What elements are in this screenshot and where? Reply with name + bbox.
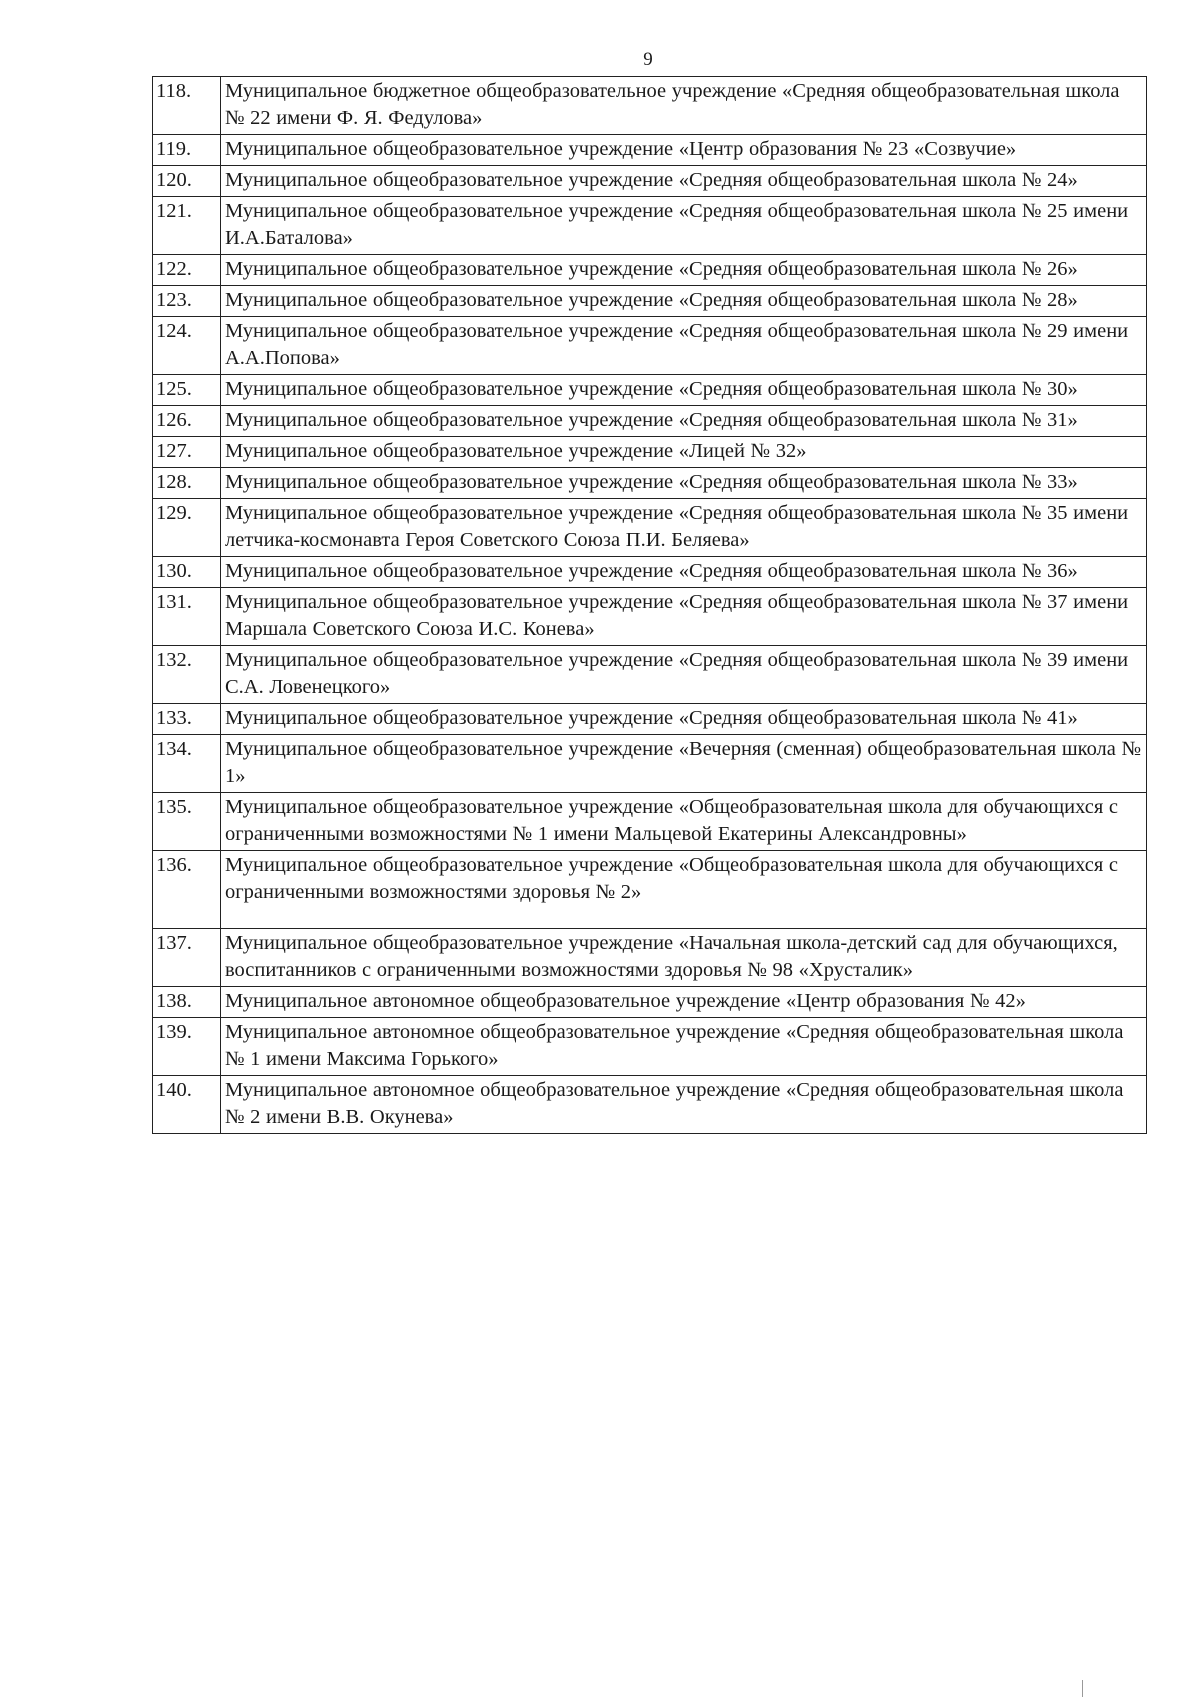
institution-name: Муниципальное общеобразовательное учреждение «Средняя общеобразовательная школа № 35 имени летчика-космонавта Героя Советского Союза П.И. Беляева» xyxy=(221,499,1147,557)
table-row xyxy=(153,735,1147,793)
institutions-table-body xyxy=(153,77,1147,1134)
institution-name: Муниципальное автономное общеобразовательное учреждение «Центр образования № 42» xyxy=(221,987,1147,1018)
table-row xyxy=(153,317,1147,375)
row-number: 135. xyxy=(153,793,221,851)
row-number: 133. xyxy=(153,704,221,735)
row-number: 122. xyxy=(153,255,221,286)
table-row xyxy=(153,704,1147,735)
row-number: 123. xyxy=(153,286,221,317)
institution-name: Муниципальное общеобразовательное учреждение «Средняя общеобразовательная школа № 36» xyxy=(221,557,1147,588)
institution-name: Муниципальное общеобразовательное учреждение «Центр образования № 23 «Созвучие» xyxy=(221,135,1147,166)
table-row xyxy=(153,406,1147,437)
row-number: 140. xyxy=(153,1076,221,1134)
table-row xyxy=(153,499,1147,557)
institution-name: Муниципальное общеобразовательное учреждение «Средняя общеобразовательная школа № 28» xyxy=(221,286,1147,317)
table-row xyxy=(153,166,1147,197)
table-row xyxy=(153,793,1147,851)
row-number: 118. xyxy=(153,77,221,135)
row-number: 132. xyxy=(153,646,221,704)
table-row xyxy=(153,1076,1147,1134)
row-number: 138. xyxy=(153,987,221,1018)
row-number: 119. xyxy=(153,135,221,166)
row-number: 128. xyxy=(153,468,221,499)
page-number: 9 xyxy=(643,49,653,70)
institution-name: Муниципальное общеобразовательное учреждение «Общеобразовательная школа для обучающихся с ограниченными возможностями здоровья № 2» xyxy=(221,851,1147,929)
table-row xyxy=(153,255,1147,286)
row-number: 130. xyxy=(153,557,221,588)
row-number: 121. xyxy=(153,197,221,255)
institution-name: Муниципальное общеобразовательное учреждение «Средняя общеобразовательная школа № 30» xyxy=(221,375,1147,406)
table-row xyxy=(153,135,1147,166)
row-number: 131. xyxy=(153,588,221,646)
institution-name: Муниципальное общеобразовательное учреждение «Средняя общеобразовательная школа № 24» xyxy=(221,166,1147,197)
institution-name: Муниципальное общеобразовательное учреждение «Средняя общеобразовательная школа № 33» xyxy=(221,468,1147,499)
institution-name: Муниципальное общеобразовательное учреждение «Средняя общеобразовательная школа № 25 имени И.А.Баталова» xyxy=(221,197,1147,255)
table-row xyxy=(153,588,1147,646)
institution-name: Муниципальное общеобразовательное учреждение «Лицей № 32» xyxy=(221,437,1147,468)
row-number: 127. xyxy=(153,437,221,468)
table-row xyxy=(153,929,1147,987)
scan-mark xyxy=(1082,1680,1083,1697)
institution-name: Муниципальное автономное общеобразовательное учреждение «Средняя общеобразовательная школа № 1 имени Максима Горького» xyxy=(221,1018,1147,1076)
table-row xyxy=(153,1018,1147,1076)
institution-name: Муниципальное общеобразовательное учреждение «Средняя общеобразовательная школа № 37 имени Маршала Советского Союза И.С. Конева» xyxy=(221,588,1147,646)
institutions-table xyxy=(152,76,1147,1134)
row-number: 124. xyxy=(153,317,221,375)
row-number: 129. xyxy=(153,499,221,557)
institution-name: Муниципальное общеобразовательное учреждение «Средняя общеобразовательная школа № 39 имени С.А. Ловенецкого» xyxy=(221,646,1147,704)
table-row xyxy=(153,375,1147,406)
row-number: 136. xyxy=(153,851,221,929)
table-row xyxy=(153,437,1147,468)
table-row xyxy=(153,851,1147,929)
table-row xyxy=(153,77,1147,135)
institution-name: Муниципальное общеобразовательное учреждение «Средняя общеобразовательная школа № 26» xyxy=(221,255,1147,286)
institution-name: Муниципальное общеобразовательное учреждение «Средняя общеобразовательная школа № 29 имени А.А.Попова» xyxy=(221,317,1147,375)
table-row xyxy=(153,468,1147,499)
row-number: 125. xyxy=(153,375,221,406)
row-number: 134. xyxy=(153,735,221,793)
institution-name: Муниципальное общеобразовательное учреждение «Средняя общеобразовательная школа № 31» xyxy=(221,406,1147,437)
table-row xyxy=(153,197,1147,255)
row-number: 120. xyxy=(153,166,221,197)
institution-name: Муниципальное общеобразовательное учреждение «Начальная школа-детский сад для обучающихся, воспитанников с ограниченными возможностями здоровья № 98 «Хрусталик» xyxy=(221,929,1147,987)
table-row xyxy=(153,557,1147,588)
institution-name: Муниципальное общеобразовательное учреждение «Вечерняя (сменная) общеобразовательная школа № 1» xyxy=(221,735,1147,793)
table-row xyxy=(153,987,1147,1018)
institution-name: Муниципальное автономное общеобразовательное учреждение «Средняя общеобразовательная школа № 2 имени В.В. Окунева» xyxy=(221,1076,1147,1134)
institution-name: Муниципальное общеобразовательное учреждение «Общеобразовательная школа для обучающихся с ограниченными возможностями № 1 имени Мальцевой Екатерины Александровны» xyxy=(221,793,1147,851)
row-number: 139. xyxy=(153,1018,221,1076)
institution-name: Муниципальное общеобразовательное учреждение «Средняя общеобразовательная школа № 41» xyxy=(221,704,1147,735)
row-number: 137. xyxy=(153,929,221,987)
table-row xyxy=(153,646,1147,704)
row-number: 126. xyxy=(153,406,221,437)
table-row xyxy=(153,286,1147,317)
institution-name: Муниципальное бюджетное общеобразовательное учреждение «Средняя общеобразовательная школа № 22 имени Ф. Я. Федулова» xyxy=(221,77,1147,135)
